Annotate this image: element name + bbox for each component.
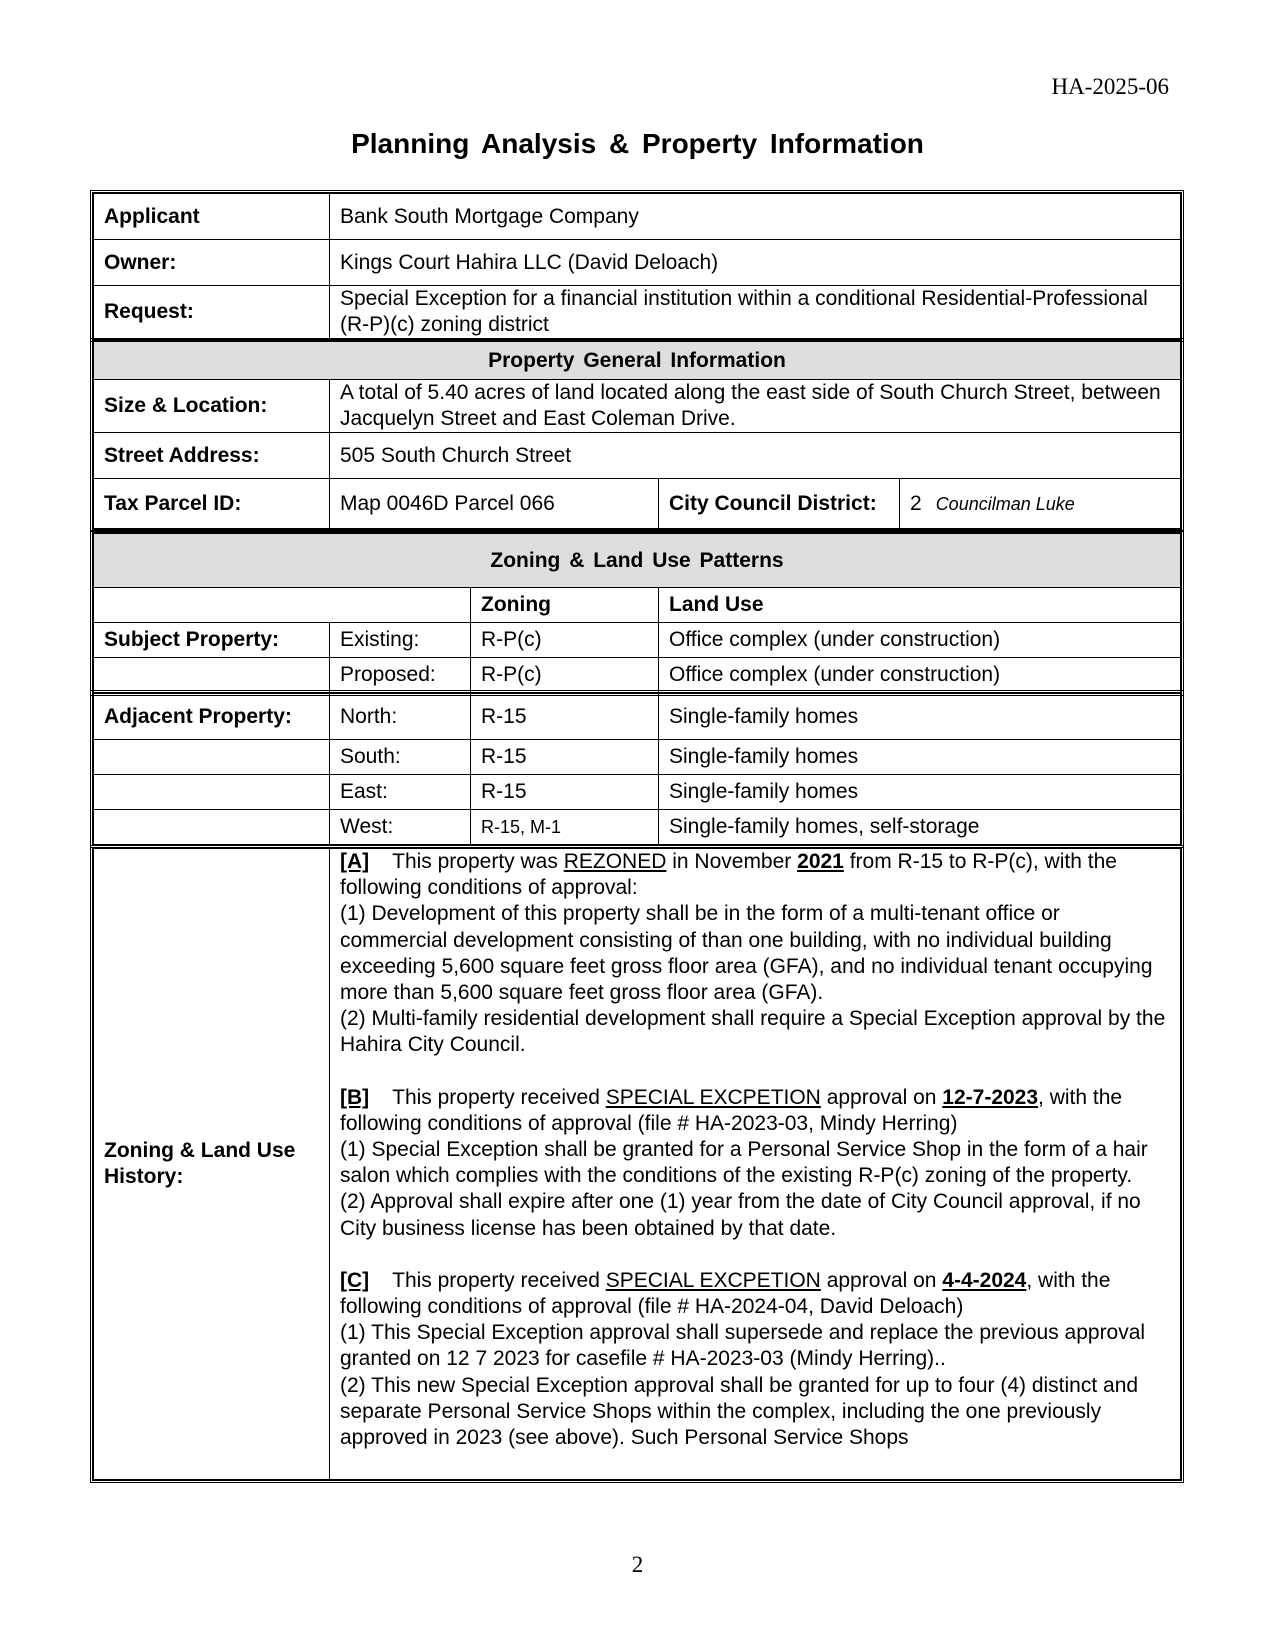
zoning-patterns-heading: Zoning & Land Use Patterns: [94, 534, 1181, 588]
row-zoning: R-P(c): [471, 623, 659, 658]
zoning-patterns-section: [90, 530, 1184, 696]
tax-parcel-value: Map 0046D Parcel 066: [330, 479, 659, 529]
condition: (1) Development of this property shall be in the form of a multi-tenant office or commercial development consisting of than one building, with no individual building exceeding 5,600 square feet gross floor area (GFA), and no individual tenant occupying more than 5,600 square feet gross floor area (GFA).: [340, 902, 1153, 1005]
history-item-c: [C] This property received SPECIAL EXCPETION approval on 4-4-2024, with the following conditions of approval (file # HA-2024-04, David Deloach): [340, 1268, 1111, 1319]
table-row: [94, 810, 1181, 845]
request-row: [94, 286, 1181, 339]
owner-label: Owner:: [94, 240, 330, 286]
table-row: [94, 740, 1181, 775]
table-row: [94, 694, 1181, 740]
table-row: [94, 658, 1181, 693]
row-direction: East:: [330, 775, 471, 810]
condition: (2) Approval shall expire after one (1) year from the date of City Council approval, if no City business license has been obtained by that date.: [340, 1190, 1141, 1240]
zoning-column-headers: [94, 588, 1181, 623]
tax-parcel-label: Tax Parcel ID:: [94, 479, 330, 529]
owner-row: [94, 240, 1181, 286]
street-address-value: 505 South Church Street: [330, 433, 1181, 479]
adjacent-property-section: [90, 690, 1184, 848]
size-location-label: Size & Location:: [94, 380, 330, 433]
table-row: [94, 775, 1181, 810]
row-zoning: R-15, M-1: [471, 810, 659, 845]
applicant-row: [94, 194, 1181, 240]
general-info-heading: Property General Information: [94, 342, 1181, 380]
council-district-number: 2: [910, 491, 922, 515]
history-label: Zoning & Land Use History:: [94, 849, 330, 1480]
general-info-section: [90, 338, 1184, 532]
council-member: Councilman Luke: [935, 493, 1075, 514]
size-location-value: A total of 5.40 acres of land located along the east side of South Church Street, between Jacquelyn Street and East Coleman Drive.: [330, 380, 1181, 433]
request-label: Request:: [94, 286, 330, 339]
adjacent-property-label: Adjacent Property:: [94, 694, 330, 740]
row-land-use: Single-family homes: [659, 694, 1181, 740]
row-land-use: Single-family homes: [659, 775, 1181, 810]
street-address-label: Street Address:: [94, 433, 330, 479]
row-direction: West:: [330, 810, 471, 845]
owner-value: Kings Court Hahira LLC (David Deloach): [330, 240, 1181, 286]
item-tag: [C]: [340, 1268, 370, 1292]
condition: (1) Special Exception shall be granted for a Personal Service Shop in the form of a hair salon which complies with the conditions of the existing R-P(c) zoning of the property.: [340, 1138, 1148, 1188]
zoning-column-header: Zoning: [471, 588, 659, 623]
row-direction: South:: [330, 740, 471, 775]
row-land-use: Office complex (under construction): [659, 658, 1181, 693]
row-land-use: Single-family homes: [659, 740, 1181, 775]
row-land-use: Single-family homes, self-storage: [659, 810, 1181, 845]
condition: (2) Multi-family residential development shall require a Special Exception approval by the Hahira City Council.: [340, 1007, 1166, 1057]
applicant-label: Applicant: [94, 194, 330, 240]
condition: (1) This Special Exception approval shall supersede and replace the previous approval granted on 12 7 2023 for casefile # HA-2023-03 (Mindy Herring)..: [340, 1321, 1146, 1371]
row-direction: Existing:: [330, 623, 471, 658]
item-tag: [B]: [340, 1085, 370, 1109]
history-item-a: [A] This property was REZONED in November 2021 from R-15 to R-P(c), with the following conditions of approval:: [340, 850, 1117, 900]
history-section: [90, 845, 1184, 1483]
row-zoning: R-15: [471, 775, 659, 810]
council-district-label: City Council District:: [659, 479, 900, 529]
request-value: Special Exception for a financial institution within a conditional Residential-Professional (R-P)(c) zoning district: [330, 286, 1181, 339]
applicant-value: Bank South Mortgage Company: [330, 194, 1181, 240]
row-direction: Proposed:: [330, 658, 471, 693]
land-use-column-header: Land Use: [659, 588, 1181, 623]
page-number: 2: [631, 1552, 644, 1577]
item-tag: [A]: [340, 850, 370, 873]
subject-property-label: Subject Property:: [94, 623, 330, 658]
street-address-row: [94, 433, 1181, 479]
history-text: [330, 849, 1181, 1480]
row-land-use: Office complex (under construction): [659, 623, 1181, 658]
case-number: HA-2025-06: [1051, 74, 1169, 99]
condition: (2) This new Special Exception approval shall be granted for up to four (4) distinct and separate Personal Service Shops within the complex, including the one previously approved in 2023 (see above). Such Personal Service Shops: [340, 1373, 1139, 1450]
council-district-value: [900, 479, 1181, 529]
size-location-row: [94, 380, 1181, 433]
row-zoning: R-P(c): [471, 658, 659, 693]
applicant-section: [90, 190, 1184, 342]
row-direction: North:: [330, 694, 471, 740]
table-row: [94, 623, 1181, 658]
tax-parcel-row: [94, 479, 1181, 529]
history-item-b: [B] This property received SPECIAL EXCPETION approval on 12-7-2023, with the following conditions of approval (file # HA-2023-03, Mindy Herring): [340, 1085, 1123, 1135]
page-title: Planning Analysis & Property Information: [351, 128, 924, 159]
row-zoning: R-15: [471, 694, 659, 740]
row-zoning: R-15: [471, 740, 659, 775]
